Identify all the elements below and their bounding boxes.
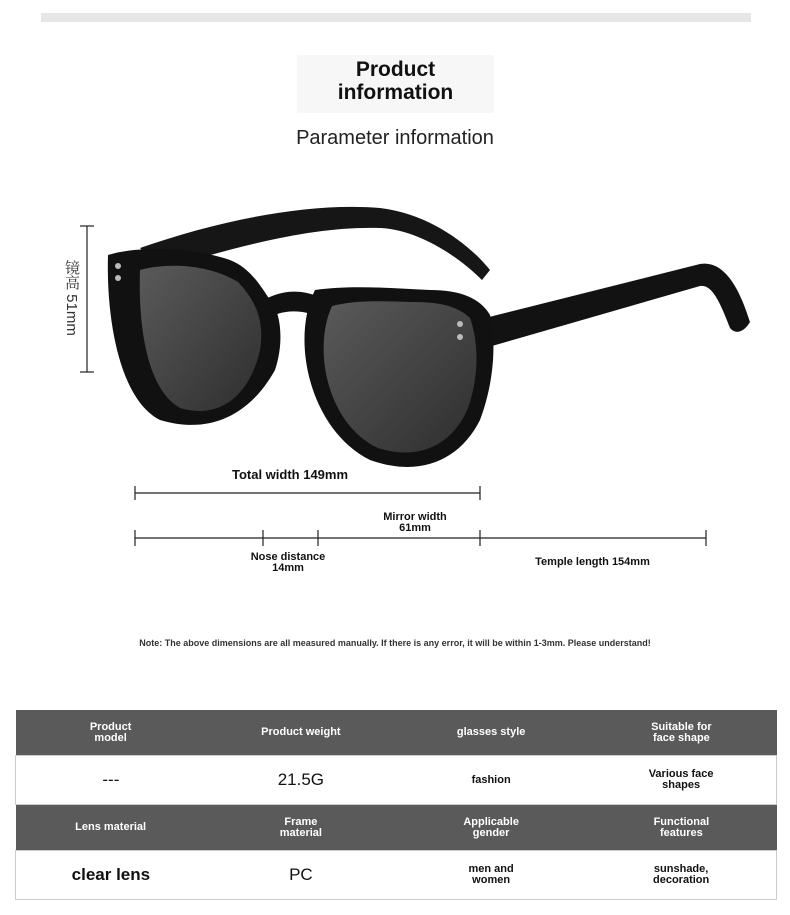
header-product-weight: Product weight <box>206 710 396 756</box>
nose-distance-line-2: 14mm <box>272 562 304 574</box>
value-product-weight: 21.5G <box>206 756 396 805</box>
value-lens-material: clear lens <box>16 851 206 900</box>
table-row <box>16 805 777 851</box>
nose-distance-line-1: Nose distance <box>250 551 326 563</box>
value-functional-features: sunshade, decoration <box>586 851 776 900</box>
header-functional-features: Functional features <box>586 805 776 851</box>
table-row <box>16 851 777 900</box>
mirror-width-line-1: Mirror width <box>383 511 447 523</box>
header-product-model: Product model <box>16 710 206 756</box>
parameter-subtitle: Parameter information <box>296 127 494 149</box>
value-frame-material: PC <box>206 851 396 900</box>
temple-length-label: Temple length 154mm <box>535 556 650 568</box>
header-lens-material: Lens material <box>16 805 206 851</box>
mirror-width-line-2: 61mm <box>399 522 431 534</box>
header-frame-material: Frame material <box>206 805 396 851</box>
header-glasses-style: glasses style <box>396 710 586 756</box>
lens-height-label: 镜高 51mm <box>63 260 80 336</box>
mirror-width-label <box>360 512 470 534</box>
title-line-1: Product <box>355 58 436 81</box>
title-line-2: information <box>337 81 454 104</box>
total-width-label: Total width 149mm <box>231 467 349 482</box>
measurement-note: Note: The above dimensions are all measured manually. If there is any error, it will be within 1-3mm. Please understand! <box>139 638 651 648</box>
value-applicable-gender: men and women <box>396 851 586 900</box>
table-row <box>16 756 777 805</box>
header-applicable-gender: Applicable gender <box>396 805 586 851</box>
value-product-model: --- <box>16 756 206 805</box>
value-face-shape: Various face shapes <box>586 756 776 805</box>
spec-table <box>15 710 777 900</box>
nose-distance-label <box>238 552 338 574</box>
value-glasses-style: fashion <box>396 756 586 805</box>
table-row <box>16 710 777 756</box>
header-face-shape: Suitable for face shape <box>586 710 776 756</box>
